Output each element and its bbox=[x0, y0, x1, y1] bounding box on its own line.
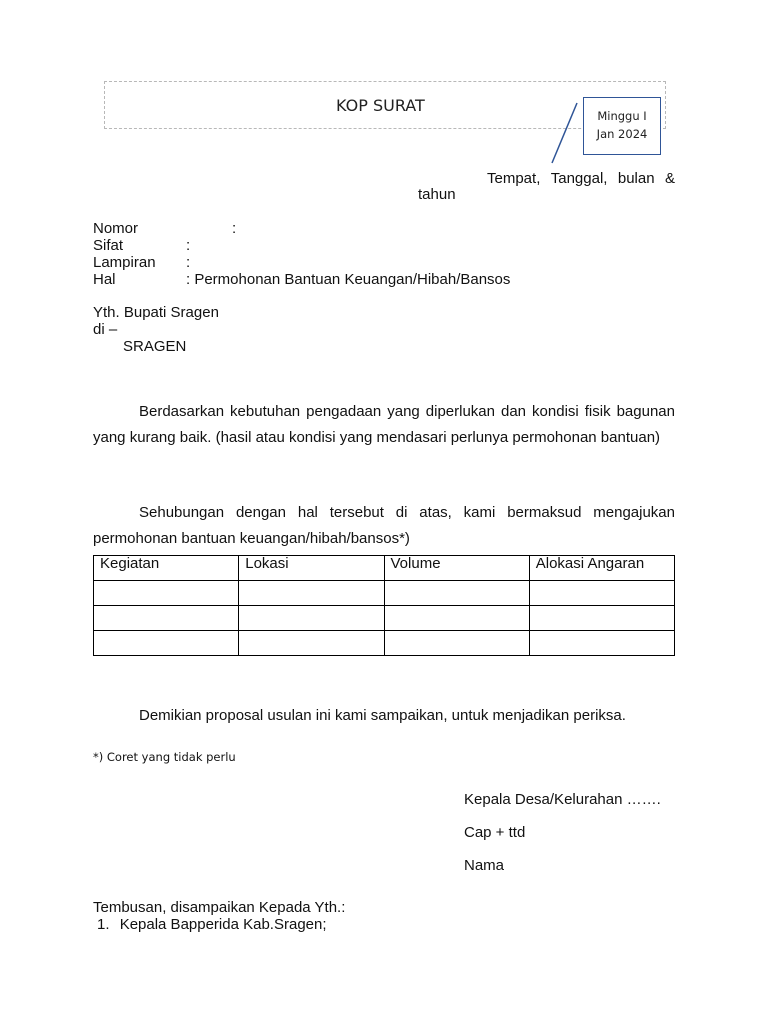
recipient-name: Yth. Bupati Sragen bbox=[93, 304, 219, 321]
table-cell[interactable] bbox=[529, 581, 674, 606]
table-cell[interactable] bbox=[239, 631, 384, 656]
date-word: bulan bbox=[617, 170, 655, 187]
date-word: Tanggal, bbox=[550, 170, 608, 187]
lampiran-value: : bbox=[186, 254, 191, 271]
list-number: 1. bbox=[97, 916, 110, 933]
footnote: *) Coret yang tidak perlu bbox=[93, 750, 236, 764]
header-alokasi: Alokasi Angaran bbox=[529, 556, 674, 581]
table-cell[interactable] bbox=[529, 606, 674, 631]
table-cell[interactable] bbox=[94, 581, 239, 606]
list-item bbox=[93, 916, 345, 933]
letter-metadata bbox=[93, 220, 511, 288]
place-date-line bbox=[487, 170, 675, 187]
date-word: Tempat, bbox=[487, 170, 541, 187]
recipient-address bbox=[93, 304, 219, 355]
date-word: & bbox=[664, 170, 675, 187]
hal-label: Hal bbox=[93, 271, 116, 288]
table-cell[interactable] bbox=[239, 606, 384, 631]
table-cell[interactable] bbox=[94, 606, 239, 631]
list-item-text: Kepala Bapperida Kab.Sragen; bbox=[119, 916, 327, 933]
copy-recipients bbox=[93, 899, 345, 933]
signatory-title: Kepala Desa/Kelurahan ……. bbox=[464, 791, 661, 808]
nomor-row bbox=[93, 220, 237, 237]
schedule-callout-box bbox=[583, 97, 661, 155]
table-row bbox=[94, 606, 675, 631]
nomor-value: : bbox=[232, 220, 237, 237]
header-kegiatan: Kegiatan bbox=[94, 556, 239, 581]
table-cell[interactable] bbox=[94, 631, 239, 656]
table-row bbox=[94, 581, 675, 606]
table-cell[interactable] bbox=[384, 606, 529, 631]
body-paragraph-2: Sehubungan dengan hal tersebut di atas, kami bermaksud mengajukan permohonan bantuan keuangan/hibah/bansos*) bbox=[93, 504, 675, 547]
signatory-stamp: Cap + ttd bbox=[464, 824, 526, 841]
header-volume: Volume bbox=[384, 556, 529, 581]
budget-table bbox=[93, 555, 675, 656]
header-lokasi: Lokasi bbox=[239, 556, 384, 581]
schedule-month: Jan 2024 bbox=[596, 127, 648, 141]
recipient-prefix: di – bbox=[93, 321, 118, 338]
table-cell[interactable] bbox=[529, 631, 674, 656]
recipient-city: SRAGEN bbox=[123, 338, 187, 355]
table-header-row bbox=[94, 556, 675, 581]
letterhead-title: KOP SURAT bbox=[336, 96, 425, 115]
sifat-value: : bbox=[186, 237, 191, 254]
table-cell[interactable] bbox=[384, 631, 529, 656]
lampiran-row bbox=[93, 254, 191, 271]
sifat-row bbox=[93, 237, 191, 254]
sifat-label: Sifat bbox=[93, 237, 124, 254]
closing-sentence: Demikian proposal usulan ini kami sampaikan, untuk menjadikan periksa. bbox=[139, 707, 626, 724]
copy-heading: Tembusan, disampaikan Kepada Yth.: bbox=[93, 899, 346, 916]
lampiran-label: Lampiran bbox=[93, 254, 156, 271]
schedule-week: Minggu I bbox=[597, 109, 647, 123]
body-paragraph-1: Berdasarkan kebutuhan pengadaan yang diperlukan dan kondisi fisik bagunan yang kurang baik. (hasil atau kondisi yang mendasari perlunya permohonan bantuan) bbox=[93, 403, 675, 446]
hal-row bbox=[93, 271, 511, 288]
nomor-label: Nomor bbox=[93, 220, 139, 237]
signature-block bbox=[464, 783, 661, 882]
signatory-name: Nama bbox=[464, 857, 505, 874]
table-row bbox=[94, 631, 675, 656]
table-cell[interactable] bbox=[239, 581, 384, 606]
hal-value: : Permohonan Bantuan Keuangan/Hibah/Bansos bbox=[186, 271, 511, 288]
date-year: tahun bbox=[418, 186, 456, 203]
table-cell[interactable] bbox=[384, 581, 529, 606]
